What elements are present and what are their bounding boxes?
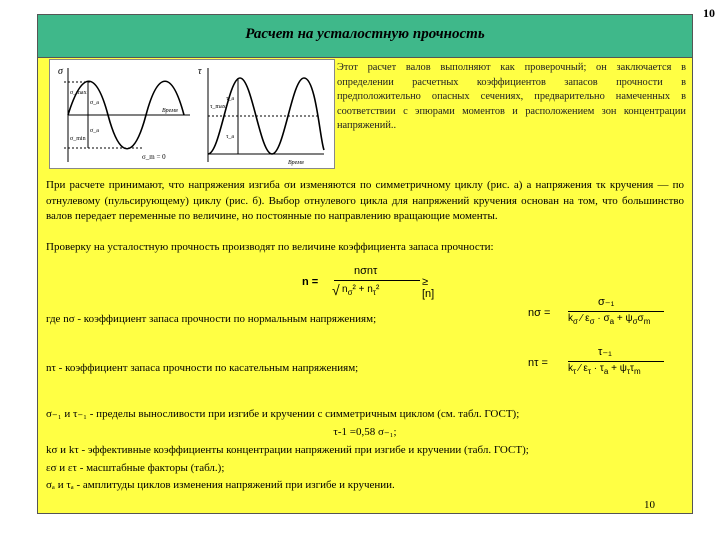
paragraph-1: При расчете принимают, что напряжения изгиба σи изменяются по симметричному циклу (рис. а) а напряжения τк кручения — по отнулевому (пульсирующему) циклу (рис. б). Выбор отнулевого цикла для напряжений кручения основан на том, что большинство валов передает переменные по величине, но постоянные по направлению вращающие моменты. — [46, 179, 684, 223]
formula-n-rhs: ≥ [n] — [422, 276, 435, 300]
fig-left-max: σ_max — [70, 90, 87, 96]
formula-n-label: n = — [302, 276, 319, 288]
line-n-tau: nτ - коэффициент запаса прочности по касательным напряжениям; — [46, 362, 359, 374]
line-eps: εσ и ετ - масштабные факторы (табл.); — [46, 462, 225, 474]
formula-n-sigma: nσ = σ₋₁ $k_\sigma$ ⁄ $\varepsilon_\sigma \cdot \sigma_a + \psi_\sigma\sigma_m$ — [528, 295, 668, 351]
fig-right-a1: τ_a — [226, 96, 235, 102]
formula-ns-label: nσ = — [528, 307, 551, 319]
page-number-top: 10 — [703, 6, 715, 20]
fig-left-a2: σ_a — [90, 128, 99, 134]
page-number-bottom: 10 — [644, 499, 655, 511]
formula-n-tau: nτ = τ₋₁ $k_\tau$ ⁄ $\varepsilon_\tau \cdot \tau_a + \psi_\tau\tau_m$ — [528, 345, 668, 401]
formula-nt-numerator: τ₋₁ — [598, 346, 612, 358]
line-tau-relation: τ-1 =0,58 σ₋₁; — [333, 426, 397, 438]
fig-right-max: τ_max — [210, 104, 226, 110]
formula-ns-numerator: σ₋₁ — [598, 296, 615, 308]
line-amp: σₐ и τₐ - амплитуды циклов изменения напряжений при изгибе и кручении. — [46, 479, 395, 491]
fig-left-time: Время — [162, 108, 178, 114]
fig-right-a2: τ_a — [226, 134, 235, 140]
title-bar — [38, 15, 692, 58]
fig-left-a1: σ_a — [90, 100, 99, 106]
fig-right-tau: τ — [198, 66, 202, 77]
slide — [37, 14, 693, 514]
formula-nt-label: nτ = — [528, 357, 548, 369]
stress-cycle-figure — [49, 59, 335, 169]
fig-right-time: Время — [288, 160, 304, 166]
intro-text: Этот расчет валов выполняют как проверочный; он заключается в определении расчетных коэффициентов запасов прочности в предположительно опасных сечениях, предварительно намеченных в соответствии с эпюрами моментов и расположением зон концентрации напряжений.. — [337, 62, 686, 132]
fig-left-m0: σ_m = 0 — [142, 153, 166, 161]
formula-n: n = nσnτ √ $n_\sigma^2 + n_\tau^2$ ≥ [n] — [302, 265, 442, 307]
line-k: kσ и kτ - эффективные коэффициенты концентрации напряжений при изгибе и кручении (табл. ГОСТ); — [46, 444, 529, 456]
fig-left-sigma: σ — [58, 66, 63, 77]
line-n-sigma: где nσ - коэффициент запаса прочности по нормальным напряжениям; — [46, 313, 377, 325]
paragraph-2: Проверку на усталостную прочность производят по величине коэффициента запаса прочности: — [46, 241, 494, 253]
slide-title: Расчет на усталостную прочность — [245, 26, 485, 42]
stress-cycle-plots — [50, 60, 334, 168]
fig-left-min: σ_min — [70, 136, 86, 142]
line-limits: σ₋₁ и τ₋₁ - пределы выносливости при изгибе и кручении с симметричным циклом (см. табл. ГОСТ); — [46, 408, 520, 420]
formula-n-numerator: nσnτ — [354, 265, 378, 277]
